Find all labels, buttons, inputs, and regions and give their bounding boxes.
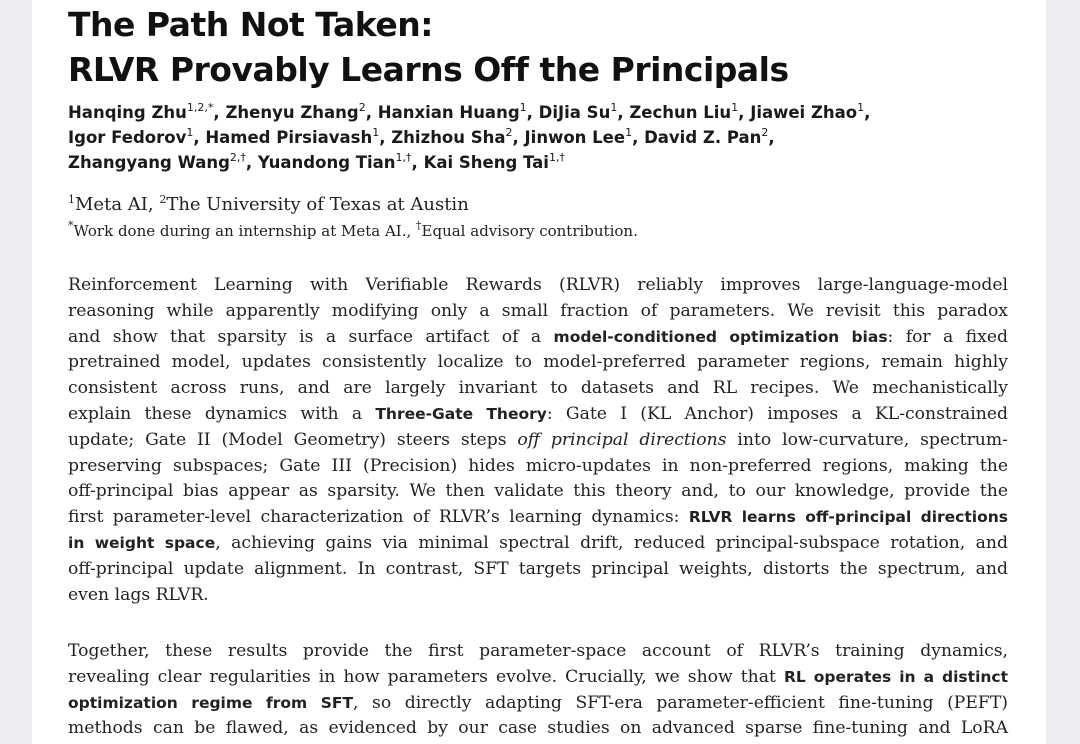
author-affil: 2: [761, 126, 769, 139]
bold-phrase: RLVR learns off-principal directions: [688, 508, 1008, 527]
author-affil: 2,†: [229, 151, 246, 164]
text-line: pretrained model, updates consistently localize to model-preferred parameter regions, remain highly: [68, 352, 1008, 373]
paper-page: [32, 0, 1046, 744]
author-name: Zhangyang Wang: [68, 153, 230, 172]
italic-phrase: off principal directions: [517, 429, 727, 450]
bold-phrase: in weight space: [68, 533, 216, 552]
author-affil: 1: [519, 101, 527, 114]
author-name: Jiawei Zhao: [750, 103, 858, 122]
bold-phrase: RL operates in a distinct: [783, 667, 1009, 686]
author-list: [68, 100, 870, 175]
text-line: reasoning while apparently modifying only a small fraction of parameters. We revisit this paradox: [68, 300, 1008, 321]
body-paragraph: [68, 639, 1008, 742]
author-name: Hamed Pirsiavash: [205, 128, 373, 147]
text-line: Together, these results provide the first parameter-space account of RLVR’s training dynamics,: [68, 641, 1008, 661]
author-affil: 2: [358, 101, 366, 114]
author-name: Zhizhou Sha: [391, 128, 506, 147]
author-name: Hanqing Zhu: [68, 103, 187, 122]
text-line: revealing clear regularities in how parameters evolve. Crucially, we show that RL operates in a distinct: [68, 666, 1009, 687]
author-name: Igor Fedorov: [68, 128, 187, 147]
author-affil: 1: [625, 126, 633, 139]
text-line: off-principal bias appear as sparsity. We then validate this theory and, to our knowledge, provide the: [68, 481, 1008, 502]
author-affil: 1: [610, 101, 618, 114]
author-affil: 1: [186, 126, 194, 139]
author-name: Yuandong Tian: [257, 153, 396, 172]
text-line: Reinforcement Learning with Verifiable Rewards (RLVR) reliably improves large-language-model: [68, 275, 1008, 295]
text-line: off-principal update alignment. In contrast, SFT targets principal weights, distorts the spectrum, and: [68, 558, 1008, 579]
abstract-paragraph: [68, 273, 1008, 608]
text-line: explain these dynamics with a Three-Gate Theory: Gate I (KL Anchor) imposes a KL-constrained: [68, 403, 1008, 424]
text-line: and show that sparsity is a surface artifact of a model-conditioned optimization bias: for a fixed: [68, 326, 1009, 347]
author-affil: 1,†: [548, 151, 565, 164]
author-affil: 1,2,*: [186, 101, 214, 114]
affiliations: $^1$Meta AI, $^2$The University of Texas at Austin: [68, 193, 469, 215]
author-affil: 1: [372, 126, 380, 139]
footnote-contributions: *Work done during an internship at Meta AI., †Equal advisory contribution.: [68, 219, 638, 240]
text-line: even lags RLVR.: [68, 584, 209, 605]
author-line-2: Igor Fedorov$^1$, Hamed Pirsiavash$^1$, Zhizhou Sha$^2$, Jinwon Lee$^1$, David Z. Pan$^2$,: [68, 126, 775, 147]
author-name: DiJia Su: [538, 103, 611, 122]
author-name: Hanxian Huang: [377, 103, 520, 122]
text-line: preserving subspaces; Gate III (Precision) hides micro-updates in non-preferred regions, making the: [68, 455, 1008, 476]
author-affil: 1,†: [395, 151, 412, 164]
author-line-1: Hanqing Zhu$^{1,2,*}$, Zhenyu Zhang$^2$, Hanxian Huang$^1$, DiJia Su$^1$, Zechun Liu$^1$, Jiawei Zhao$^1$,: [68, 101, 871, 122]
bold-phrase: Three-Gate Theory: [375, 404, 547, 423]
text-line: update; Gate II (Model Geometry) steers steps off principal directions into low-curvature, spectrum-: [68, 429, 1008, 450]
text-line: in weight space, achieving gains via minimal spectral drift, reduced principal-subspace rotation, and: [68, 532, 1008, 553]
title-line-1: The Path Not Taken:: [68, 5, 433, 44]
text-line: optimization regime from SFT, so directly adapting SFT-era parameter-efficient fine-tuning (PEFT): [68, 692, 1009, 713]
title-line-2: RLVR Provably Learns Off the Principals: [68, 50, 789, 89]
author-name: Zhenyu Zhang: [225, 103, 359, 122]
author-name: Kai Sheng Tai: [423, 153, 549, 172]
text-line: first parameter-level characterization of RLVR’s learning dynamics: RLVR learns off-principal directions: [68, 507, 1008, 528]
bold-phrase: optimization regime from SFT: [68, 693, 354, 712]
paper-title: [68, 2, 789, 92]
text-line: methods can be flawed, as evidenced by our case studies on advanced sparse fine-tuning and LoRA: [68, 718, 1008, 739]
bold-phrase: model-conditioned optimization bias: [553, 327, 888, 346]
author-line-3: Zhangyang Wang$^{2,\dagger}$, Yuandong Tian$^{1,\dagger}$, Kai Sheng Tai$^{1,\dagger}$: [68, 151, 565, 172]
author-affil: 2: [505, 126, 513, 139]
author-affil: 1: [857, 101, 865, 114]
author-name: Jinwon Lee: [524, 128, 626, 147]
author-name: David Z. Pan: [644, 128, 762, 147]
author-name: Zechun Liu: [629, 103, 732, 122]
text-line: consistent across runs, and are largely invariant to datasets and RL recipes. We mechanistically: [68, 378, 1008, 399]
author-affil: 1: [731, 101, 739, 114]
